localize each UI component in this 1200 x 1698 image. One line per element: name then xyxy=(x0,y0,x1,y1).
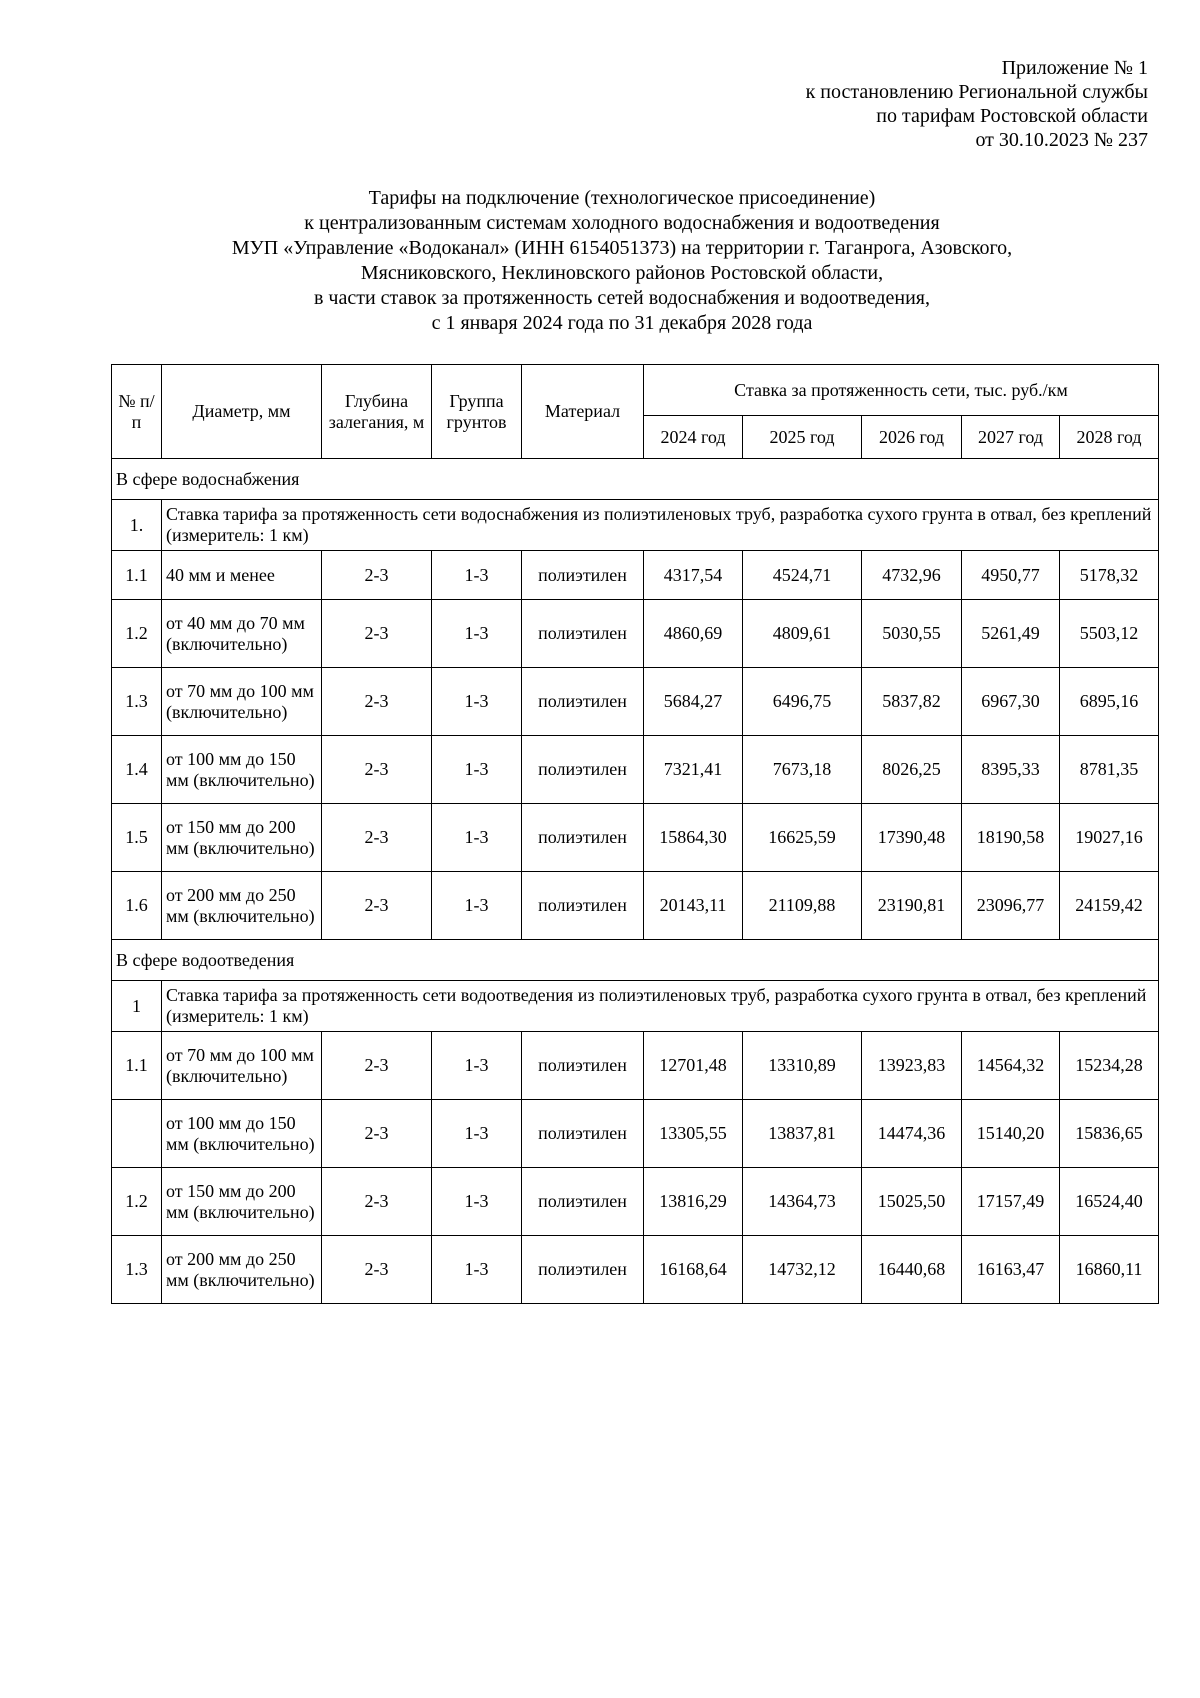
section-row xyxy=(112,459,1159,500)
group-num: 1 xyxy=(112,981,162,1032)
row-depth: 2-3 xyxy=(322,1236,432,1304)
rate-value: 15140,20 xyxy=(962,1100,1060,1168)
row-diameter: от 200 мм до 250 мм (включительно) xyxy=(162,1236,322,1304)
rate-value: 4524,71 xyxy=(743,551,862,600)
rate-value: 13837,81 xyxy=(743,1100,862,1168)
title-line: с 1 января 2024 года по 31 декабря 2028 года xyxy=(431,312,813,334)
row-material: полиэтилен xyxy=(522,600,644,668)
row-soil-group: 1-3 xyxy=(432,872,522,940)
row-diameter: от 200 мм до 250 мм (включительно) xyxy=(162,872,322,940)
header-material: Материал xyxy=(522,365,644,459)
rate-value: 4860,69 xyxy=(644,600,743,668)
appendix-line: по тарифам Ростовской области xyxy=(876,105,1148,127)
rate-value: 23190,81 xyxy=(862,872,962,940)
rate-value: 6967,30 xyxy=(962,668,1060,736)
rate-value: 15864,30 xyxy=(644,804,743,872)
rate-value: 8395,33 xyxy=(962,736,1060,804)
row-depth: 2-3 xyxy=(322,1168,432,1236)
group-description: Ставка тарифа за протяженность сети водоснабжения из полиэтиленовых труб, разработка сухого грунта в отвал, без креплений (измеритель: 1 км) xyxy=(162,500,1159,551)
rate-value: 5261,49 xyxy=(962,600,1060,668)
title-line: к централизованным системам холодного водоснабжения и водоотведения xyxy=(304,212,940,234)
rate-value: 14732,12 xyxy=(743,1236,862,1304)
row-num xyxy=(112,1100,162,1168)
row-num: 1.3 xyxy=(112,1236,162,1304)
rate-value: 5503,12 xyxy=(1060,600,1159,668)
document-title xyxy=(112,186,1132,336)
section-label: В сфере водоснабжения xyxy=(112,459,1159,500)
tariff-table xyxy=(111,364,1159,1304)
rate-value: 5030,55 xyxy=(862,600,962,668)
row-material: полиэтилен xyxy=(522,736,644,804)
rate-value: 18190,58 xyxy=(962,804,1060,872)
title-line: МУП «Управление «Водоканал» (ИНН 6154051373) на территории г. Таганрога, Азовского, xyxy=(231,237,1013,259)
title-line: в части ставок за протяженность сетей водоснабжения и водоотведения, xyxy=(313,287,930,309)
row-depth: 2-3 xyxy=(322,872,432,940)
row-diameter: от 150 мм до 200 мм (включительно) xyxy=(162,1168,322,1236)
rate-value: 16163,47 xyxy=(962,1236,1060,1304)
rate-value: 20143,11 xyxy=(644,872,743,940)
row-num: 1.1 xyxy=(112,1032,162,1100)
table-row xyxy=(112,1168,1159,1236)
rate-value: 15025,50 xyxy=(862,1168,962,1236)
row-soil-group: 1-3 xyxy=(432,1100,522,1168)
row-num: 1.2 xyxy=(112,1168,162,1236)
header-diameter: Диаметр, мм xyxy=(162,365,322,459)
rate-value: 5684,27 xyxy=(644,668,743,736)
row-material: полиэтилен xyxy=(522,551,644,600)
header-num: № п/п xyxy=(112,365,162,459)
row-depth: 2-3 xyxy=(322,1100,432,1168)
row-diameter: от 150 мм до 200 мм (включительно) xyxy=(162,804,322,872)
rate-value: 16168,64 xyxy=(644,1236,743,1304)
rate-value: 14474,36 xyxy=(862,1100,962,1168)
appendix-line: к постановлению Региональной службы xyxy=(805,81,1148,103)
row-num: 1.3 xyxy=(112,668,162,736)
table-header-row xyxy=(112,365,1159,416)
row-material: полиэтилен xyxy=(522,1168,644,1236)
table-row xyxy=(112,1236,1159,1304)
rate-value: 6496,75 xyxy=(743,668,862,736)
row-num: 1.4 xyxy=(112,736,162,804)
row-material: полиэтилен xyxy=(522,1236,644,1304)
rate-value: 13310,89 xyxy=(743,1032,862,1100)
group-row xyxy=(112,500,1159,551)
rate-value: 13816,29 xyxy=(644,1168,743,1236)
row-material: полиэтилен xyxy=(522,1032,644,1100)
row-soil-group: 1-3 xyxy=(432,668,522,736)
row-depth: 2-3 xyxy=(322,600,432,668)
row-depth: 2-3 xyxy=(322,551,432,600)
table-row xyxy=(112,551,1159,600)
appendix-line: Приложение № 1 xyxy=(1001,57,1148,79)
row-soil-group: 1-3 xyxy=(432,736,522,804)
table-row xyxy=(112,736,1159,804)
table-row xyxy=(112,872,1159,940)
row-num: 1.5 xyxy=(112,804,162,872)
row-soil-group: 1-3 xyxy=(432,600,522,668)
group-row xyxy=(112,981,1159,1032)
rate-value: 13305,55 xyxy=(644,1100,743,1168)
header-year: 2027 год xyxy=(962,416,1060,459)
title-line: Тарифы на подключение (технологическое присоединение) xyxy=(368,187,876,209)
rate-value: 21109,88 xyxy=(743,872,862,940)
rate-value: 12701,48 xyxy=(644,1032,743,1100)
row-num: 1.6 xyxy=(112,872,162,940)
table-row xyxy=(112,1032,1159,1100)
rate-value: 17390,48 xyxy=(862,804,962,872)
rate-value: 24159,42 xyxy=(1060,872,1159,940)
appendix-line: от 30.10.2023 № 237 xyxy=(975,129,1148,151)
row-diameter: от 100 мм до 150 мм (включительно) xyxy=(162,1100,322,1168)
row-diameter: от 100 мм до 150 мм (включительно) xyxy=(162,736,322,804)
header-year: 2025 год xyxy=(743,416,862,459)
header-depth: Глубина залегания, м xyxy=(322,365,432,459)
rate-value: 16625,59 xyxy=(743,804,862,872)
row-depth: 2-3 xyxy=(322,668,432,736)
rate-value: 8781,35 xyxy=(1060,736,1159,804)
group-description: Ставка тарифа за протяженность сети водоотведения из полиэтиленовых труб, разработка сухого грунта в отвал, без креплений (измеритель: 1 км) xyxy=(162,981,1159,1032)
row-soil-group: 1-3 xyxy=(432,1236,522,1304)
rate-value: 16524,40 xyxy=(1060,1168,1159,1236)
rate-value: 7321,41 xyxy=(644,736,743,804)
row-num: 1.2 xyxy=(112,600,162,668)
row-material: полиэтилен xyxy=(522,872,644,940)
appendix-header xyxy=(548,56,1148,152)
row-diameter: от 70 мм до 100 мм (включительно) xyxy=(162,1032,322,1100)
row-soil-group: 1-3 xyxy=(432,1032,522,1100)
rate-value: 14564,32 xyxy=(962,1032,1060,1100)
rate-value: 13923,83 xyxy=(862,1032,962,1100)
rate-value: 4732,96 xyxy=(862,551,962,600)
row-material: полиэтилен xyxy=(522,804,644,872)
row-material: полиэтилен xyxy=(522,668,644,736)
header-soil: Группа грунтов xyxy=(432,365,522,459)
row-soil-group: 1-3 xyxy=(432,551,522,600)
table-row xyxy=(112,1100,1159,1168)
header-year: 2026 год xyxy=(862,416,962,459)
rate-value: 16860,11 xyxy=(1060,1236,1159,1304)
section-row xyxy=(112,940,1159,981)
rate-value: 6895,16 xyxy=(1060,668,1159,736)
rate-value: 7673,18 xyxy=(743,736,862,804)
header-year: 2024 год xyxy=(644,416,743,459)
group-num: 1. xyxy=(112,500,162,551)
row-diameter: от 40 мм до 70 мм (включительно) xyxy=(162,600,322,668)
row-depth: 2-3 xyxy=(322,736,432,804)
row-diameter: от 70 мм до 100 мм (включительно) xyxy=(162,668,322,736)
rate-value: 15234,28 xyxy=(1060,1032,1159,1100)
rate-value: 19027,16 xyxy=(1060,804,1159,872)
rate-value: 17157,49 xyxy=(962,1168,1060,1236)
section-label: В сфере водоотведения xyxy=(112,940,1159,981)
table-row xyxy=(112,804,1159,872)
rate-value: 8026,25 xyxy=(862,736,962,804)
row-num: 1.1 xyxy=(112,551,162,600)
rate-value: 16440,68 xyxy=(862,1236,962,1304)
row-diameter: 40 мм и менее xyxy=(162,551,322,600)
rate-value: 4317,54 xyxy=(644,551,743,600)
rate-value: 23096,77 xyxy=(962,872,1060,940)
header-rate: Ставка за протяженность сети, тыс. руб./км xyxy=(644,365,1159,416)
row-depth: 2-3 xyxy=(322,1032,432,1100)
title-line: Мясниковского, Неклиновского районов Ростовской области, xyxy=(360,262,884,284)
rate-value: 15836,65 xyxy=(1060,1100,1159,1168)
row-soil-group: 1-3 xyxy=(432,1168,522,1236)
rate-value: 4809,61 xyxy=(743,600,862,668)
rate-value: 5837,82 xyxy=(862,668,962,736)
rate-value: 5178,32 xyxy=(1060,551,1159,600)
rate-value: 14364,73 xyxy=(743,1168,862,1236)
rate-value: 4950,77 xyxy=(962,551,1060,600)
row-soil-group: 1-3 xyxy=(432,804,522,872)
table-row xyxy=(112,600,1159,668)
row-depth: 2-3 xyxy=(322,804,432,872)
table-row xyxy=(112,668,1159,736)
header-year: 2028 год xyxy=(1060,416,1159,459)
row-material: полиэтилен xyxy=(522,1100,644,1168)
